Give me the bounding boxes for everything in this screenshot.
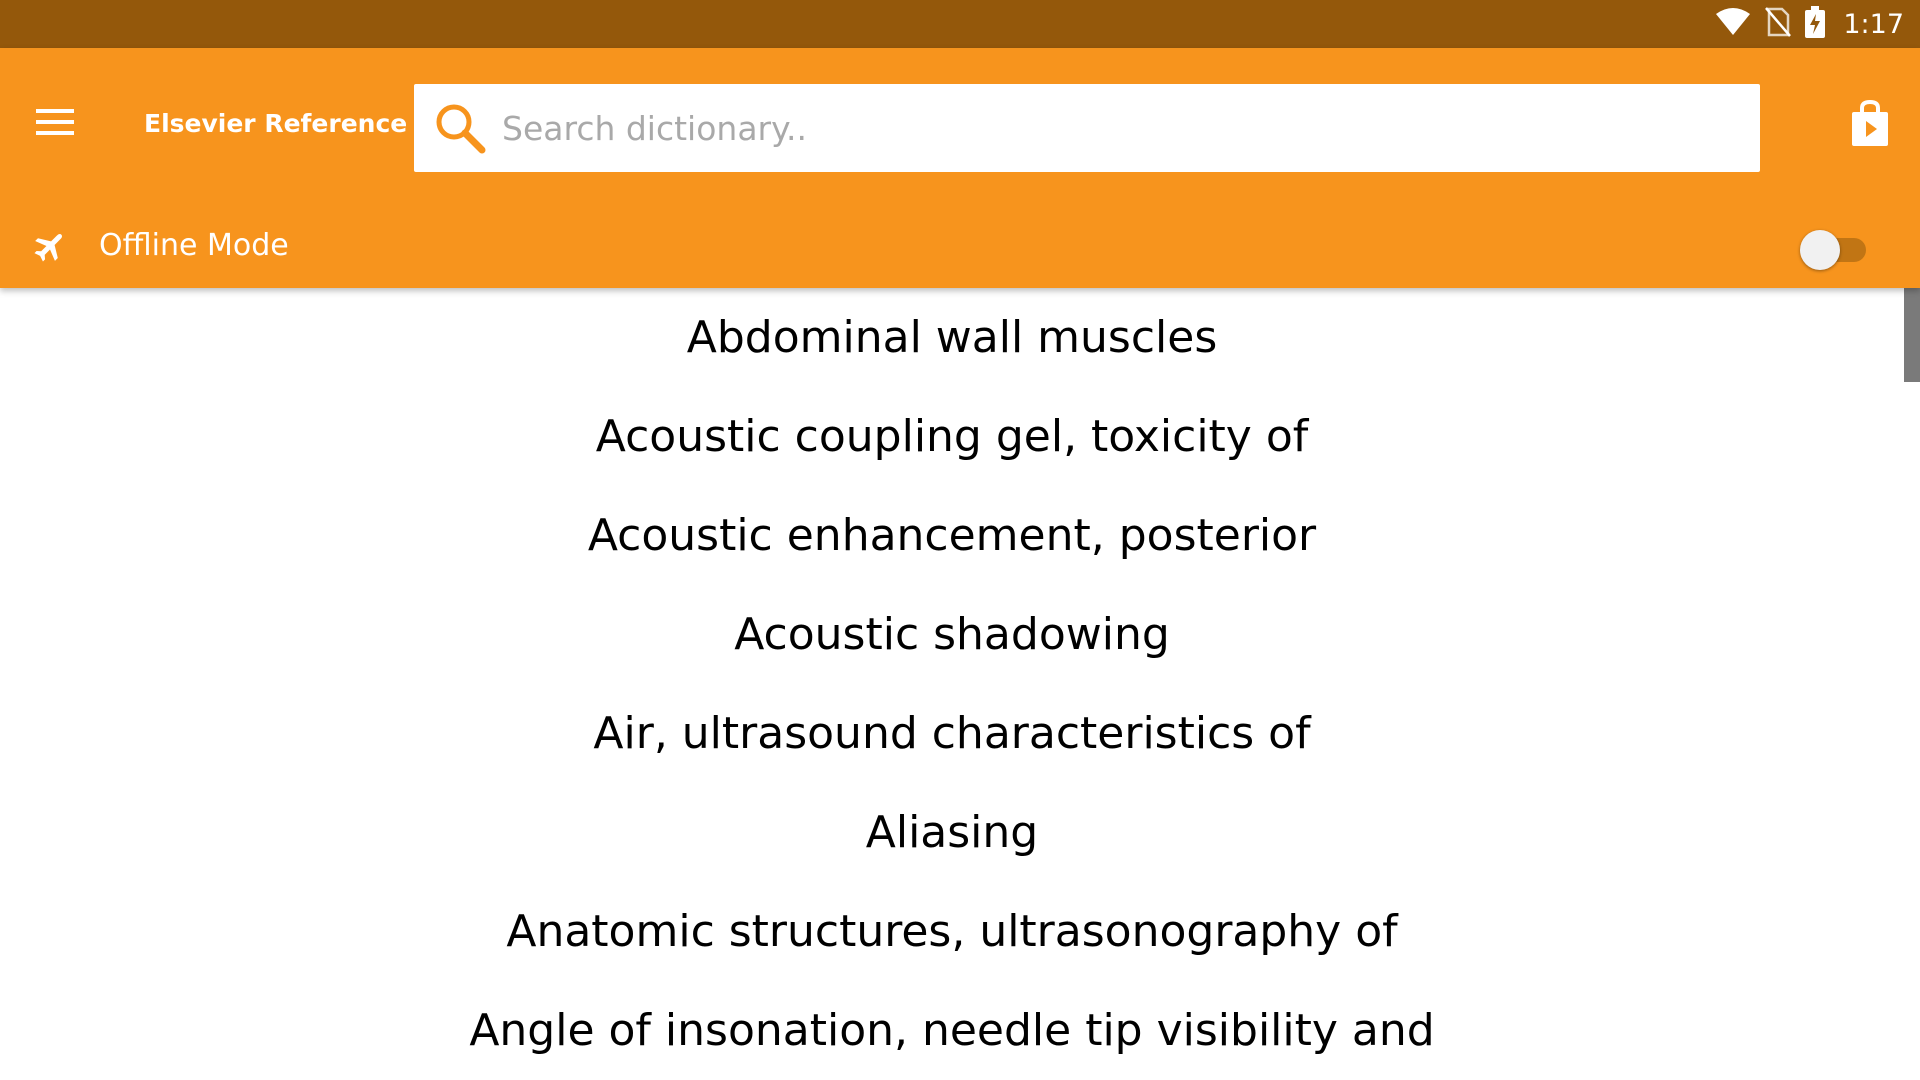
battery-charging-icon: [1805, 6, 1825, 43]
search-box[interactable]: [414, 84, 1760, 172]
app-toolbar: [0, 48, 1920, 288]
list-item[interactable]: Anatomic structures, ultrasonography of: [506, 906, 1398, 957]
offline-mode-row: [0, 216, 1920, 276]
list-item[interactable]: Angle of insonation, needle tip visibility and: [469, 1005, 1435, 1056]
term-list: [0, 288, 1904, 1080]
dictionary-term-list: [0, 288, 1904, 1080]
wifi-icon: [1715, 8, 1751, 41]
scrollbar[interactable]: [1904, 288, 1920, 1080]
status-bar: [0, 0, 1920, 48]
menu-button[interactable]: [20, 88, 92, 160]
status-time: 1:17: [1843, 8, 1904, 40]
list-item[interactable]: Aliasing: [865, 807, 1039, 858]
no-sim-icon: [1765, 7, 1791, 42]
list-item[interactable]: Abdominal wall muscles: [686, 312, 1218, 363]
list-item[interactable]: Acoustic shadowing: [734, 609, 1170, 660]
app-title: Elsevier Reference: [144, 109, 408, 138]
scrollbar-thumb[interactable]: [1904, 288, 1920, 382]
search-input[interactable]: [500, 97, 1760, 159]
hamburger-menu-icon: [36, 107, 76, 142]
store-button[interactable]: [1842, 96, 1898, 156]
list-item[interactable]: Air, ultrasound characteristics of: [593, 708, 1311, 759]
airplane-icon: [32, 228, 68, 264]
status-icons: [1715, 0, 1904, 48]
search-icon[interactable]: [432, 100, 488, 156]
list-item[interactable]: Acoustic coupling gel, toxicity of: [595, 411, 1309, 462]
play-store-bag-icon: [1850, 100, 1890, 153]
list-item[interactable]: Acoustic enhancement, posterior: [587, 510, 1317, 561]
toggle-thumb: [1800, 230, 1840, 270]
offline-mode-label: Offline Mode: [99, 228, 289, 263]
offline-mode-toggle[interactable]: [1800, 226, 1870, 266]
